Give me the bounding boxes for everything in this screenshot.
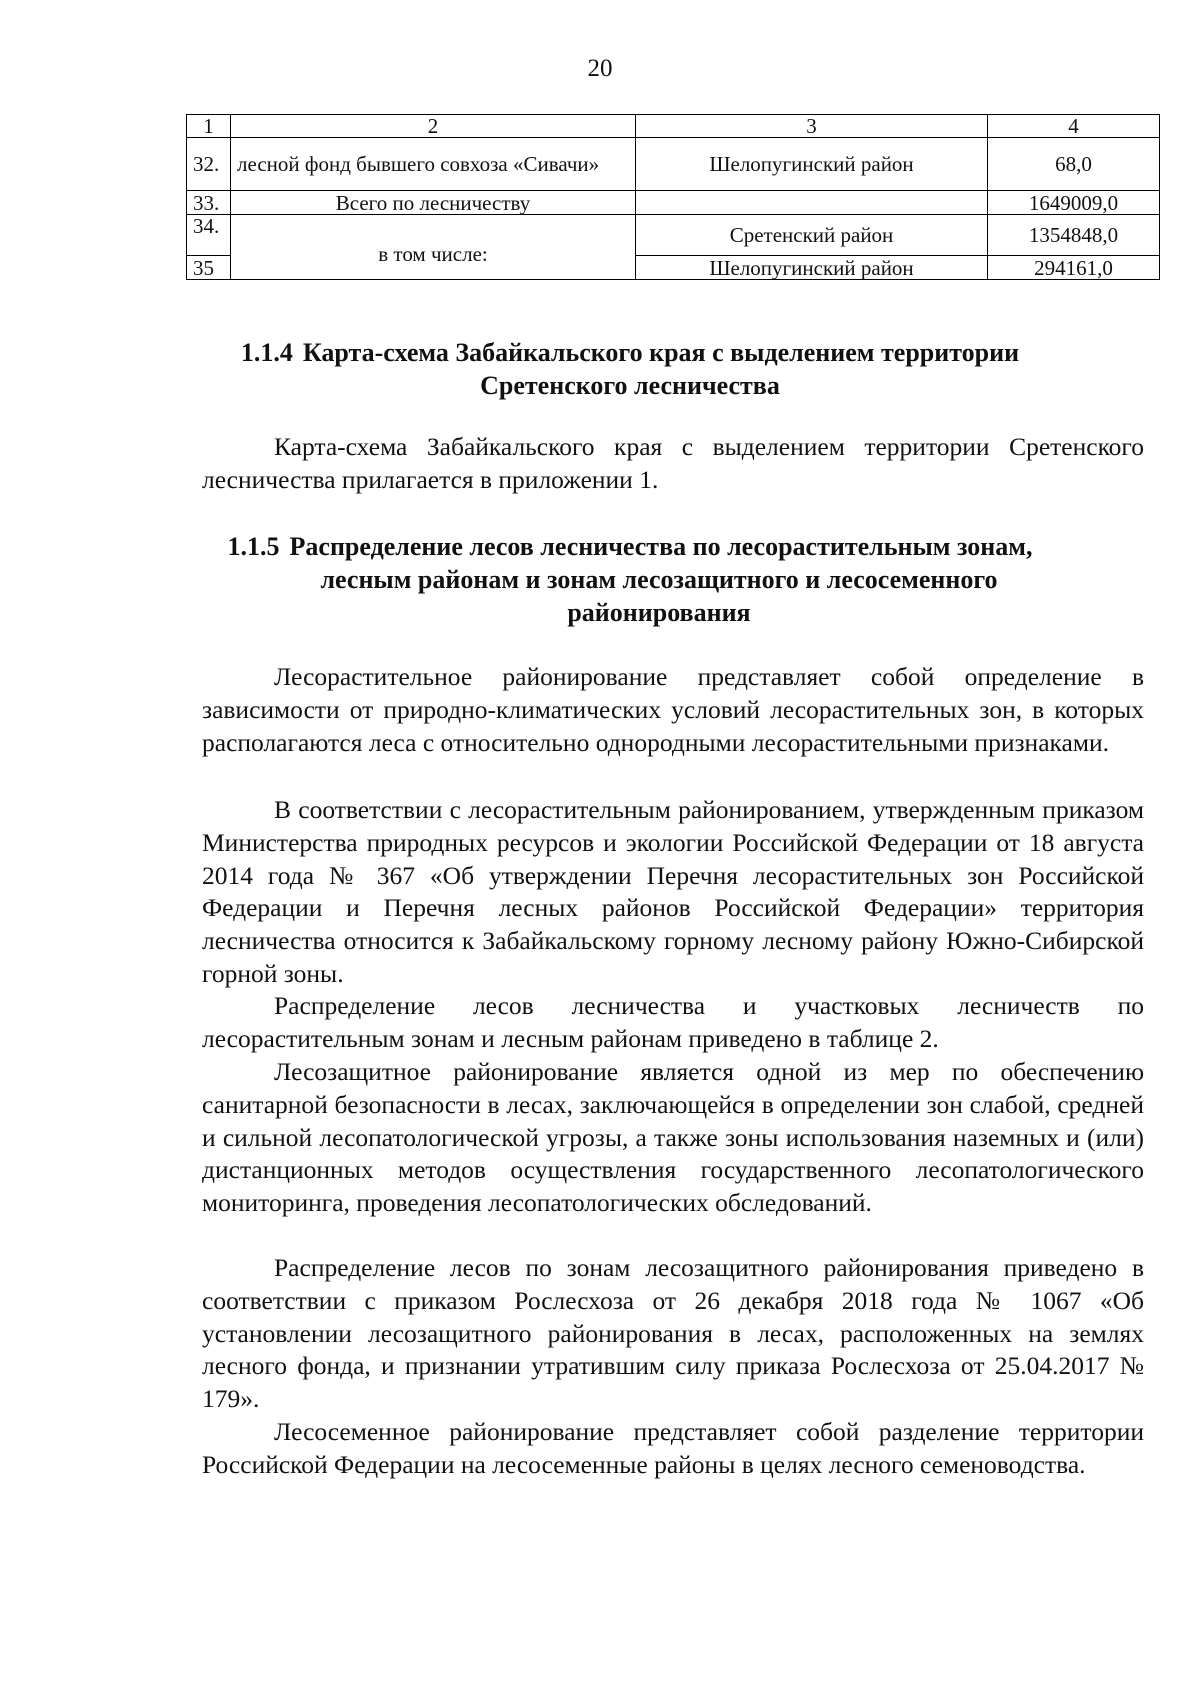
- section-heading-1-1-5: [150, 530, 1110, 629]
- paragraph: Лесорастительное районирование представляет собой определение в зависимости от природно-климатических условий лесорастительных зон, в которых располагаются леса с относительно однородными лесорастительными признаками.: [202, 662, 1144, 757]
- table-row: [187, 215, 1160, 256]
- district-name: Сретенский район: [636, 215, 988, 256]
- paragraph: Лесосеменное районирование представляет собой разделение территории Российской Федерации на лесосеменные районы в целях лесного семеноводства.: [202, 1417, 1144, 1479]
- table-header-cell: 3: [636, 115, 988, 138]
- district-name: Шелопугинский район: [636, 256, 988, 280]
- district-name: [636, 191, 988, 215]
- including-label: в том числе:: [231, 215, 636, 280]
- paragraph: В соответствии с лесорастительным районированием, утвержденным приказом Министерства природных ресурсов и экологии Российской Федерации от 18 августа 2014 года № 367 «Об утверждении Перечня лесорастительных зон Российской Федерации и Перечня лесных районов Российской Федерации» территория лесничества относится к Забайкальскому горному лесному району Южно-Сибирской горной зоны.: [202, 795, 1144, 988]
- table-header-row: [187, 115, 1160, 138]
- table-header-cell: 1: [187, 115, 231, 138]
- district-name: Шелопугинский район: [636, 138, 988, 191]
- paragraph: Распределение лесов лесничества и участковых лесничеств по лесорастительным зонам и лесным районам приведено в таблице 2.: [202, 991, 1144, 1053]
- area-value: 1649009,0: [988, 191, 1160, 215]
- section-title-line: Сретенского лесничества: [480, 371, 780, 400]
- forest-fund-name: лесной фонд бывшего совхоза «Сивачи»: [231, 138, 636, 191]
- row-number: 33.: [187, 191, 231, 215]
- section-title-line: районирования: [567, 598, 751, 627]
- paragraph: Распределение лесов по зонам лесозащитного районирования приведено в соответствии с приказом Рослесхоза от 26 декабря 2018 года № 1067 «Об установлении лесозащитного районирования в лесах, расположенных на землях лесного фонда, и признании утратившим силу приказа Рослесхоза от 25.04.2017 № 179».: [202, 1253, 1144, 1414]
- section-number: 1.1.5: [227, 532, 280, 561]
- area-value: 1354848,0: [988, 215, 1160, 256]
- row-number: 32.: [187, 138, 231, 191]
- section-title-line: лесным районам и зонам лесозащитного и лесосеменного: [320, 565, 998, 594]
- total-label: Всего по лесничеству: [231, 191, 636, 215]
- section-number: 1.1.4: [240, 338, 293, 367]
- section-heading-1-1-4: [150, 336, 1110, 402]
- section-title-line: Карта-схема Забайкальского края с выделением территории: [302, 338, 1020, 367]
- page-number: 20: [587, 55, 613, 82]
- section-title-line: Распределение лесов лесничества по лесорастительным зонам,: [289, 532, 1033, 561]
- table-header-cell: 2: [231, 115, 636, 138]
- area-value: 68,0: [988, 138, 1160, 191]
- area-value: 294161,0: [988, 256, 1160, 280]
- paragraph: Лесозащитное районирование является одной из мер по обеспечению санитарной безопасности в лесах, заключающейся в определении зон слабой, средней и сильной лесопатологической угрозы, а также зоны использования наземных и (или) дистанционных методов осуществления государственного лесопатологического мониторинга, проведения лесопатологических обследований.: [202, 1057, 1144, 1218]
- paragraph: Карта-схема Забайкальского края с выделением территории Сретенского лесничества прилагается в приложении 1.: [202, 432, 1144, 494]
- forest-area-table: [186, 114, 1160, 280]
- table-header-cell: 4: [988, 115, 1160, 138]
- row-number: 34.: [187, 215, 231, 256]
- table-row: [187, 191, 1160, 215]
- row-number: 35: [187, 256, 231, 280]
- table-row: [187, 138, 1160, 191]
